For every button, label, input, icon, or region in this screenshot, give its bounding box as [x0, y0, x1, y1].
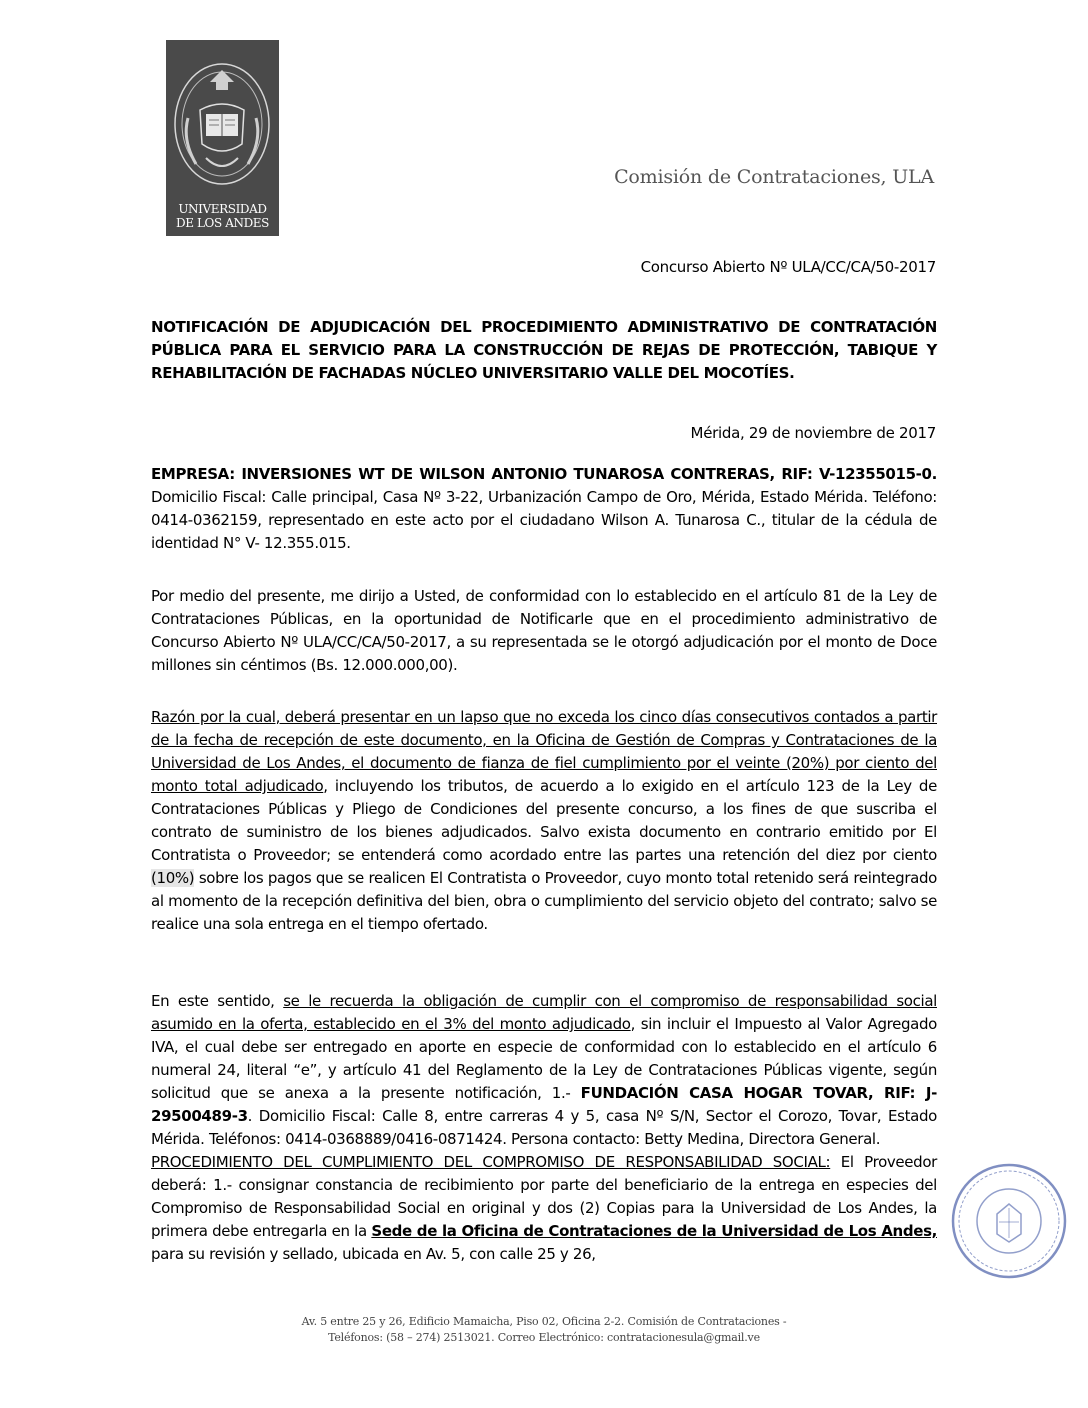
document-title: NOTIFICACIÓN DE ADJUDICACIÓN DEL PROCEDIMIENTO ADMINISTRATIVO DE CONTRATACIÓN PÚBLICA PARA EL SERVICIO PARA LA CONSTRUCCIÓN DE REJAS DE PROTECCIÓN, TABIQUE Y REHABILITACIÓN DE FACHADAS NÚCLEO UNIVERSITARIO VALLE DEL MOCOTÍES. [151, 318, 937, 382]
sr-intro: En este sentido, [151, 992, 284, 1010]
footer-contact: Teléfonos: (58 – 274) 2513021. Correo Electrónico: contratacionesula@gmail.ve [328, 1331, 760, 1344]
contest-number: Concurso Abierto Nº ULA/CC/CA/50-2017 [640, 258, 936, 276]
official-seal-icon [950, 1162, 1068, 1280]
company-name: EMPRESA: INVERSIONES WT DE WILSON ANTONIO TUNAROSA CONTRERAS, RIF: V-12355015-0. [151, 465, 937, 483]
sr-text-3: El Proveedor deberá: 1.- consignar constancia de recibimiento por parte del beneficiario de la entrega en especies del Compromiso de Responsabilidad Social en original y dos (2) Copias para la Universidad de Los Andes, la primera debe entregarla en la [151, 1153, 937, 1240]
university-logo [166, 40, 279, 236]
footer-address: Av. 5 entre 25 y 26, Edificio Mamaicha, Piso 02, Oficina 2-2. Comisión de Contrataciones - [301, 1315, 787, 1328]
retention-percent: (10%) [151, 869, 195, 887]
sr-text-4: para su revisión y sellado, ubicada en Av. 5, con calle 25 y 26, [151, 1245, 596, 1263]
company-details: Domicilio Fiscal: Calle principal, Casa Nº 3-22, Urbanización Campo de Oro, Mérida, Estado Mérida. Teléfono: 0414-0362159, representado en este acto por el ciudadano Wilson A. Tunarosa C., titular de la cédula de identidad N° V- 12.355.015. [151, 488, 937, 552]
social-responsibility-paragraph [151, 990, 937, 1266]
coat-of-arms-icon [166, 40, 279, 200]
procedure-heading: PROCEDIMIENTO DEL CUMPLIMIENTO DEL COMPROMISO DE RESPONSABILIDAD SOCIAL: [151, 1153, 831, 1171]
sr-text-2: . Domicilio Fiscal: Calle 8, entre carreras 4 y 5, casa Nº S/N, Sector el Corozo, Tovar, Estado Mérida. Teléfonos: 0414-0368889/0416-0871424. Persona contacto: Betty Medina, Directora General. [151, 1107, 937, 1148]
sr-text-1: , sin incluir el Impuesto al Valor Agregado IVA, el cual debe ser entregado en aporte en especie de conformidad con lo establecido en el artículo 6 numeral 24, literal “e”, y artículo 41 del Reglamento de la Ley de Contrataciones Públicas vigente, según solicitud que se anexa a la presente notificación, 1.- [151, 1015, 937, 1102]
contracts-office: Sede de la Oficina de Contrataciones de la Universidad de Los Andes, [371, 1222, 937, 1240]
document-date: Mérida, 29 de noviembre de 2017 [690, 424, 936, 442]
logo-line-1: UNIVERSIDAD [178, 202, 267, 216]
bond-text-2: sobre los pagos que se realicen El Contratista o Proveedor, cuyo monto total retenido será reintegrado al momento de la recepción definitiva del bien, obra o cumplimiento del servicio objeto del contrato; salvo se realice una sola entrega en el tiempo ofertado. [151, 869, 937, 933]
bond-paragraph [151, 706, 937, 936]
foundation-name: FUNDACIÓN CASA HOGAR TOVAR, RIF: J-29500489-3 [151, 1084, 938, 1125]
logo-line-2: DE LOS ANDES [175, 216, 269, 230]
commission-heading: Comisión de Contrataciones, ULA [614, 166, 934, 188]
bond-requirement: Razón por la cual, deberá presentar en un lapso que no exceda los cinco días consecutivos contados a partir de la fecha de recepción de este documento, en la Oficina de Gestión de Compras y Contrataciones de la Universidad de Los Andes, el documento de fianza de fiel cumplimiento por el veinte (20%) por ciento del monto total adjudicado [151, 708, 937, 795]
award-paragraph: Por medio del presente, me dirijo a Usted, de conformidad con lo establecido en el artículo 81 de la Ley de Contrataciones Públicas, en la oportunidad de Notificarle que en el procedimiento administrativo de Concurso Abierto Nº ULA/CC/CA/50-2017, a su representada se le otorgó adjudicación por el monto de Doce millones sin céntimos (Bs. 12.000.000,00). [151, 587, 937, 674]
sr-obligation: se le recuerda la obligación de cumplir con el compromiso de responsabilidad social asumido en la oferta, establecido en el 3% del monto adjudicado [151, 992, 937, 1033]
bond-text-1: , incluyendo los tributos, de acuerdo a lo exigido en el artículo 123 de la Ley de Contrataciones Públicas y Pliego de Condiciones del presente concurso, a los fines de que suscriba el contrato de suministro de los bienes adjudicados. Salvo exista documento en contrario emitido por El Contratista o Proveedor; se entenderá como acordado entre las partes una retención del diez por ciento [151, 777, 937, 864]
company-paragraph [151, 463, 937, 555]
